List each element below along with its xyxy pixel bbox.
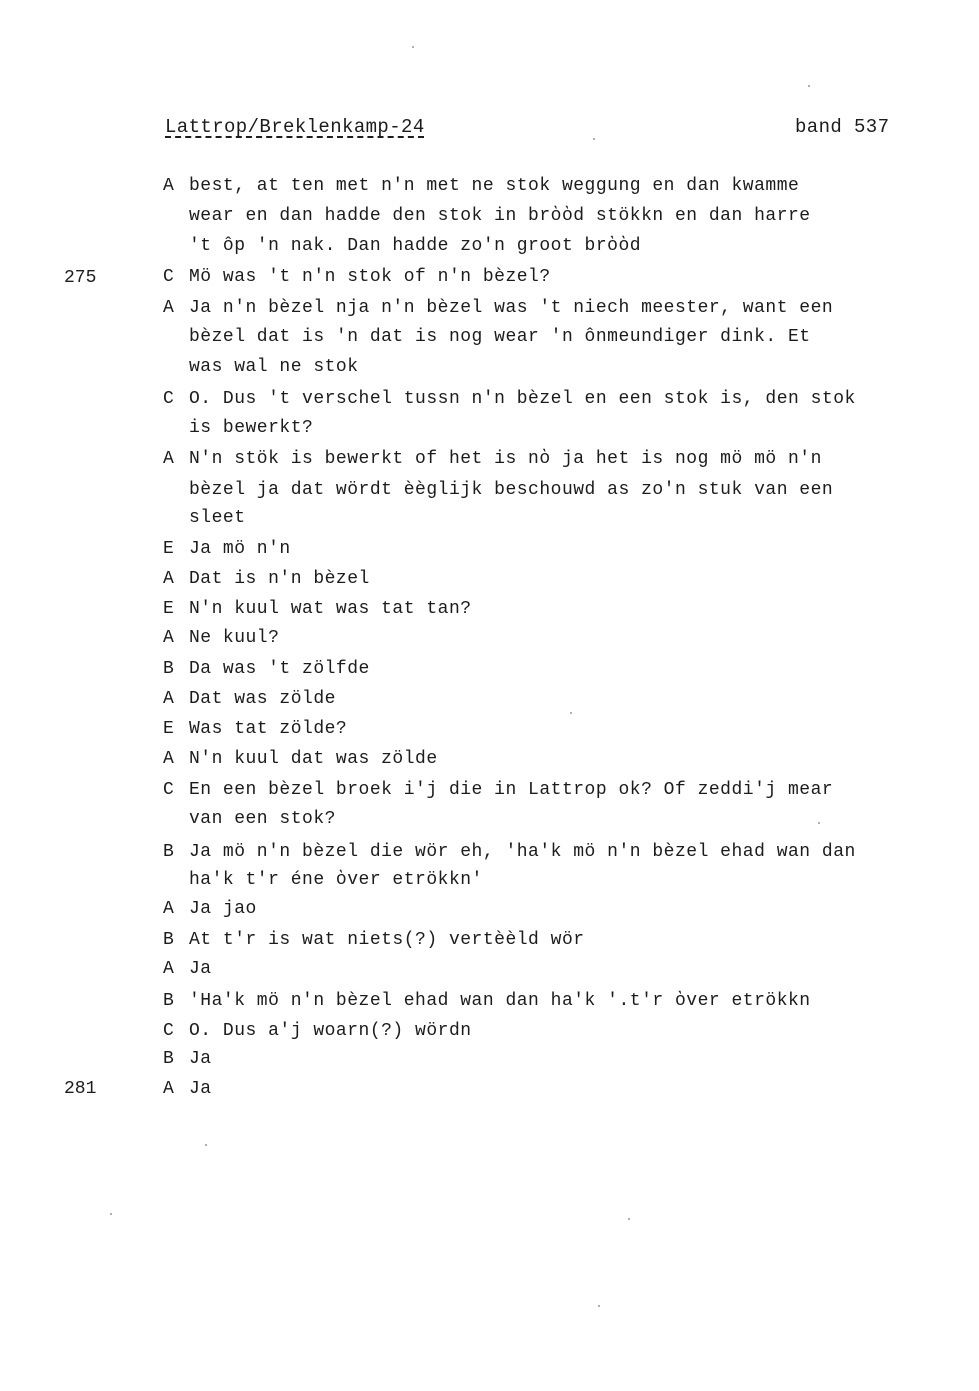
speaker-label: B (163, 659, 174, 679)
speaker-label: B (163, 842, 174, 862)
speaker-label: C (163, 1021, 174, 1041)
speaker-label: A (163, 628, 174, 648)
utterance-line: Dat was zölde (189, 689, 336, 709)
speaker-label: A (163, 569, 174, 589)
utterance-line: N'n kuul wat was tat tan? (189, 599, 472, 619)
line-number-end: 281 (64, 1079, 97, 1099)
speaker-label: B (163, 930, 174, 950)
utterance-line: Dat is n'n bèzel (189, 569, 370, 589)
scan-speck (412, 46, 414, 48)
utterance-line: is bewerkt? (189, 418, 314, 438)
utterance-line: N'n kuul dat was zölde (189, 749, 438, 769)
utterance-line: Mö was 't n'n stok of n'n bèzel? (189, 267, 551, 287)
speaker-label: A (163, 298, 174, 318)
utterance-line: ha'k t'r éne ὸver etrökkn' (189, 870, 483, 890)
utterance-line: Was tat zölde? (189, 719, 348, 739)
speaker-label: C (163, 780, 174, 800)
speaker-label: E (163, 719, 174, 739)
utterance-line: Ja (189, 959, 212, 979)
utterance-line: Ja (189, 1079, 212, 1099)
speaker-label: A (163, 749, 174, 769)
speaker-label: B (163, 991, 174, 1011)
utterance-line: Ja jao (189, 899, 257, 919)
utterance-line: Ja mö n'n bèzel die wör eh, 'ha'k mö n'n bèzel ehad wan dan (189, 842, 856, 862)
utterance-line: O. Dus a'j woarn(?) wördn (189, 1021, 472, 1041)
speaker-label: C (163, 267, 174, 287)
speaker-label: A (163, 1079, 174, 1099)
speaker-label: B (163, 1049, 174, 1069)
utterance-line: 'Ha'k mö n'n bèzel ehad wan dan ha'k '.t'r ὸver etrökkn (189, 991, 811, 1011)
scan-speck (570, 712, 572, 714)
utterance-line: Da was 't zölfde (189, 659, 370, 679)
utterance-line: O. Dus 't verschel tussn n'n bèzel en een stok is, den stok (189, 389, 856, 409)
utterance-line: En een bèzel broek i'j die in Lattrop ok? Of zeddi'j mear (189, 780, 834, 800)
scan-speck (598, 1305, 600, 1307)
utterance-line: was wal ne stok (189, 357, 359, 377)
utterance-line: N'n stök is bewerkt of het is nὸ ja het is nog mö mö n'n (189, 449, 822, 469)
speaker-label: A (163, 449, 174, 469)
speaker-label: C (163, 389, 174, 409)
utterance-line: At t'r is wat niets(?) vertèèld wör (189, 930, 585, 950)
scan-speck (628, 1218, 630, 1220)
scan-speck (110, 1213, 112, 1215)
speaker-label: A (163, 176, 174, 196)
utterance-line: best, at ten met n'n met ne stok weggung en dan kwamme (189, 176, 800, 196)
utterance-line: bèzel ja dat wördt èèglijk beschouwd as zo'n stuk van een (189, 480, 834, 500)
utterance-line: van een stok? (189, 809, 336, 829)
utterance-line: 't ôp 'n nak. Dan hadde zo'n groot brὸὸd (189, 236, 642, 256)
line-number-start: 275 (64, 268, 97, 288)
speaker-label: E (163, 599, 174, 619)
utterance-line: wear en dan hadde den stok in brὸὸd stökkn en dan harre (189, 206, 811, 226)
utterance-line: Ne kuul? (189, 628, 280, 648)
utterance-line: sleet (189, 508, 246, 528)
band-number: band 537 (795, 116, 890, 138)
scan-speck (593, 138, 595, 140)
utterance-line: bèzel dat is 'n dat is nog wear 'n ônmeundiger dink. Et (189, 327, 811, 347)
scan-speck (808, 85, 810, 87)
utterance-line: Ja (189, 1049, 212, 1069)
utterance-line: Ja mö n'n (189, 539, 291, 559)
speaker-label: A (163, 959, 174, 979)
speaker-label: A (163, 689, 174, 709)
utterance-line: Ja n'n bèzel nja n'n bèzel was 't niech meester, want een (189, 298, 834, 318)
document-title: Lattrop/Breklenkamp-24 (165, 116, 425, 138)
speaker-label: E (163, 539, 174, 559)
speaker-label: A (163, 899, 174, 919)
scan-speck (818, 822, 820, 824)
scan-speck (205, 1144, 207, 1146)
